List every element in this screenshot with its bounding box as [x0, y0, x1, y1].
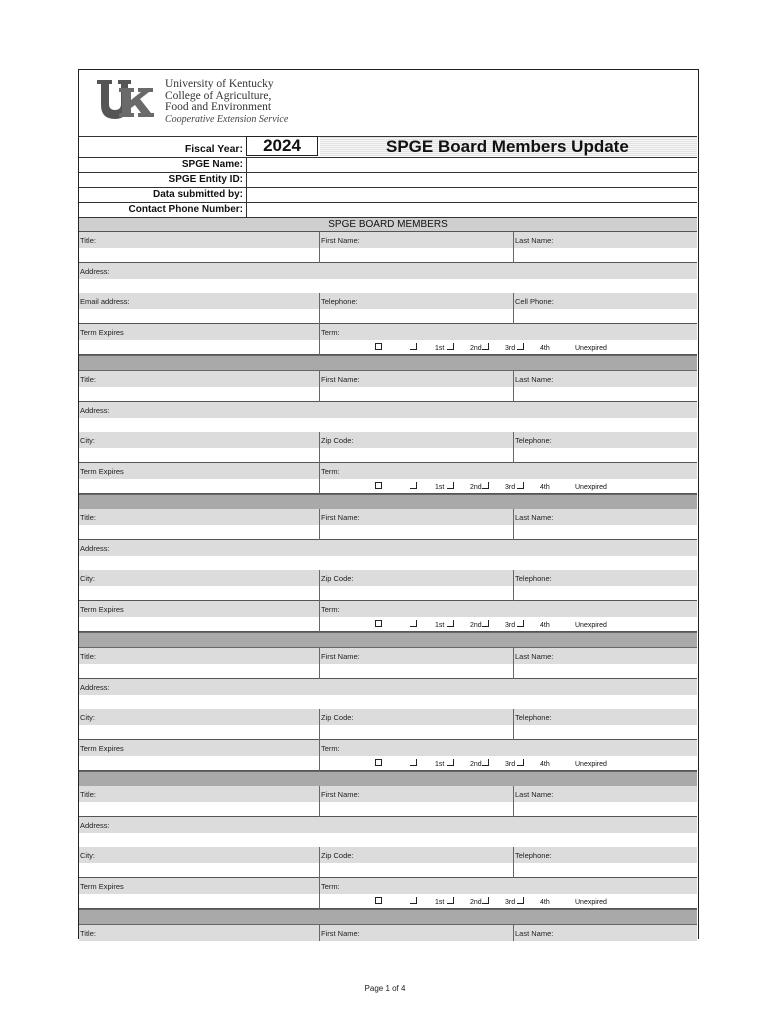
logo-wordmark [165, 79, 288, 125]
contact-row[interactable] [79, 570, 697, 601]
term-option-label: 3rd [505, 345, 516, 352]
term-checkbox[interactable] [375, 620, 382, 627]
term-checkbox[interactable] [375, 343, 382, 350]
data-submitted-by-field[interactable] [246, 188, 697, 202]
term-checkbox[interactable] [375, 759, 382, 766]
term-checkbox[interactable] [447, 343, 454, 350]
first-name-label: First Name: [321, 928, 360, 938]
title-label: Title: [80, 513, 96, 522]
term-checkbox[interactable] [517, 620, 524, 627]
term-checkbox[interactable] [517, 759, 524, 766]
address-row[interactable] [79, 263, 697, 294]
contact-phone-row [79, 202, 697, 217]
term-option-label: 2nd [470, 760, 482, 768]
uk-logo [97, 80, 155, 120]
column-divider [513, 432, 514, 463]
term-checkbox[interactable] [375, 897, 382, 904]
contact-label-1: City: [80, 574, 95, 583]
contact-label-2: Zip Code: [321, 435, 354, 445]
last-name-label: Last Name: [515, 651, 554, 661]
term-checkbox[interactable] [482, 620, 489, 627]
contact-label-1: Email address: [80, 297, 130, 306]
row-label-band [79, 509, 697, 525]
term-option-label: 1st [435, 483, 445, 491]
term-row[interactable] [79, 740, 697, 771]
row-label-band [79, 878, 697, 894]
term-checkbox[interactable] [410, 482, 417, 489]
contact-phone-label: Contact Phone Number: [128, 204, 243, 215]
address-row[interactable] [79, 679, 697, 710]
fiscal-year-row [79, 136, 697, 157]
column-divider [319, 463, 320, 494]
term-checkbox[interactable] [447, 620, 454, 627]
term-label: Term: [321, 882, 340, 891]
contact-label-3: Telephone: [515, 851, 552, 860]
contact-label-3: Telephone: [515, 574, 552, 583]
page-footer: Page 1 of 4 [364, 984, 406, 993]
column-divider [513, 293, 514, 324]
term-row[interactable] [79, 324, 697, 355]
name-row[interactable] [79, 232, 697, 263]
name-row[interactable] [79, 509, 697, 540]
contact-label-1: City: [80, 435, 95, 445]
row-label-band [79, 263, 697, 279]
spge-name-row [79, 157, 697, 172]
term-option-label: 3rd [505, 899, 516, 906]
row-label-band [79, 817, 697, 833]
last-name-label: Last Name: [515, 374, 554, 384]
spge-entity-id-label: SPGE Entity ID: [168, 174, 243, 185]
row-label-band [79, 679, 697, 695]
row-label-band [79, 786, 697, 802]
term-label: Term: [321, 466, 340, 476]
contact-label-1: City: [80, 712, 95, 722]
first-name-label: First Name: [321, 513, 360, 522]
first-name-label: First Name: [321, 236, 360, 245]
address-label: Address: [80, 682, 110, 692]
title-label: Title: [80, 651, 96, 661]
term-checkbox[interactable] [517, 482, 524, 489]
first-name-label: First Name: [321, 651, 360, 661]
logo-line-4: Cooperative Extension Service [165, 113, 289, 125]
first-name-label: First Name: [321, 374, 360, 384]
term-label: Term: [321, 743, 340, 753]
name-row[interactable] [79, 786, 697, 817]
address-label: Address: [80, 821, 110, 830]
column-divider [513, 232, 514, 263]
term-option-label: 2nd [470, 622, 482, 629]
term-expires-label: Term Expires [80, 605, 124, 614]
title-label: Title: [80, 790, 96, 799]
term-label: Term: [321, 605, 340, 614]
term-option-label: 2nd [470, 483, 482, 491]
fiscal-year-field[interactable]: 2024 [246, 136, 318, 156]
term-option-label: 2nd [470, 899, 482, 906]
term-checkbox[interactable] [517, 343, 524, 350]
contact-label-2: Telephone: [321, 297, 358, 306]
row-label-band [79, 432, 697, 448]
row-label-band [79, 293, 697, 309]
block-separator [79, 909, 697, 925]
term-expires-label: Term Expires [80, 882, 124, 891]
term-checkbox[interactable] [482, 482, 489, 489]
term-option-label: 1st [435, 899, 445, 906]
term-checkbox[interactable] [447, 897, 454, 904]
column-divider [319, 786, 320, 817]
column-divider [513, 709, 514, 740]
term-option-label: 1st [435, 345, 445, 352]
contact-label-3: Telephone: [515, 435, 552, 445]
address-label: Address: [80, 544, 110, 553]
last-name-label: Last Name: [515, 928, 554, 938]
column-divider [513, 847, 514, 878]
term-option-label: 1st [435, 622, 445, 629]
name-row[interactable] [79, 648, 697, 679]
term-checkbox[interactable] [447, 759, 454, 766]
term-label: Term: [321, 328, 340, 337]
address-row[interactable] [79, 402, 697, 433]
title-label: Title: [80, 374, 96, 384]
term-option-label: 3rd [505, 760, 516, 768]
contact-row[interactable] [79, 709, 697, 740]
term-checkbox[interactable] [410, 759, 417, 766]
row-label-band [79, 740, 697, 756]
row-label-band [79, 324, 697, 340]
spge-name-label: SPGE Name: [181, 159, 243, 170]
term-option-label: Unexpired [575, 899, 607, 906]
name-row[interactable] [79, 371, 697, 402]
spge-entity-id-field[interactable] [246, 173, 697, 187]
contact-label-2: Zip Code: [321, 712, 354, 722]
term-option-label: Unexpired [575, 483, 607, 491]
address-row[interactable] [79, 817, 697, 848]
term-checkbox[interactable] [410, 343, 417, 350]
column-divider [319, 709, 320, 740]
column-divider [319, 601, 320, 632]
block-separator [79, 771, 697, 787]
first-name-label: First Name: [321, 790, 360, 799]
term-checkbox[interactable] [482, 897, 489, 904]
row-label-band [79, 402, 697, 418]
contact-label-3: Cell Phone: [515, 297, 554, 306]
term-option-label: 2nd [470, 345, 482, 352]
term-row[interactable] [79, 463, 697, 494]
logo-line-1: University of Kentucky [165, 78, 274, 90]
row-label-band [79, 232, 697, 248]
column-divider [319, 878, 320, 909]
row-label-band [79, 925, 697, 941]
last-name-label: Last Name: [515, 790, 554, 799]
term-option-label: 3rd [505, 483, 516, 491]
term-option-label: Unexpired [575, 760, 607, 768]
last-name-label: Last Name: [515, 513, 554, 522]
term-checkbox[interactable] [482, 343, 489, 350]
contact-row[interactable] [79, 432, 697, 463]
column-divider [319, 232, 320, 263]
column-divider [319, 740, 320, 771]
row-label-band [79, 463, 697, 479]
term-checkbox[interactable] [517, 897, 524, 904]
column-divider [513, 648, 514, 679]
column-divider [513, 786, 514, 817]
address-label: Address: [80, 267, 110, 276]
address-label: Address: [80, 405, 110, 415]
term-checkbox[interactable] [410, 897, 417, 904]
column-divider [513, 925, 514, 941]
spge-name-field[interactable] [246, 158, 697, 172]
term-option-label: 4th [540, 760, 550, 768]
term-checkbox[interactable] [410, 620, 417, 627]
page-title: SPGE Board Members Update [320, 137, 697, 156]
contact-label-2: Zip Code: [321, 574, 354, 583]
column-divider [513, 371, 514, 402]
term-checkbox[interactable] [482, 759, 489, 766]
fiscal-year-label: Fiscal Year: [184, 143, 243, 155]
column-divider [319, 570, 320, 601]
term-option-label: 4th [540, 899, 550, 906]
term-option-label: Unexpired [575, 622, 607, 629]
data-submitted-by-label: Data submitted by: [152, 189, 243, 200]
term-row[interactable] [79, 601, 697, 632]
address-row[interactable] [79, 540, 697, 571]
column-divider [319, 432, 320, 463]
row-label-band [79, 709, 697, 725]
row-label-band [79, 847, 697, 863]
term-expires-label: Term Expires [80, 743, 124, 753]
column-divider [319, 371, 320, 402]
contact-label-2: Zip Code: [321, 851, 354, 860]
column-divider [319, 648, 320, 679]
block-separator [79, 632, 697, 648]
contact-row[interactable] [79, 293, 697, 324]
row-label-band [79, 540, 697, 556]
block-separator [79, 494, 697, 510]
section-title: SPGE BOARD MEMBERS [79, 217, 697, 232]
column-divider [319, 293, 320, 324]
data-submitted-by-row [79, 187, 697, 202]
term-option-label: 4th [540, 345, 550, 352]
column-divider [513, 509, 514, 540]
contact-label-3: Telephone: [515, 712, 552, 722]
term-checkbox[interactable] [447, 482, 454, 489]
row-label-band [79, 570, 697, 586]
column-divider [319, 847, 320, 878]
row-label-band [79, 371, 697, 387]
term-option-label: 3rd [505, 622, 516, 629]
logo-line-3: Food and Environment [165, 101, 272, 113]
term-option-label: 1st [435, 760, 445, 768]
contact-phone-field[interactable] [246, 203, 697, 217]
title-label: Title: [80, 236, 96, 245]
contact-row[interactable] [79, 847, 697, 878]
term-option-label: 4th [540, 622, 550, 629]
last-name-label: Last Name: [515, 236, 554, 245]
term-option-label: Unexpired [575, 345, 607, 352]
spge-entity-id-row [79, 172, 697, 187]
row-label-band [79, 601, 697, 617]
logo-area [79, 70, 697, 137]
term-option-label: 4th [540, 483, 550, 491]
column-divider [513, 570, 514, 601]
term-expires-label: Term Expires [80, 466, 124, 476]
term-expires-label: Term Expires [80, 328, 124, 337]
logo-line-2: College of Agriculture, [165, 89, 272, 102]
term-row[interactable] [79, 878, 697, 909]
board-members-form [78, 69, 699, 939]
title-label: Title: [80, 928, 96, 938]
contact-label-1: City: [80, 851, 95, 860]
block-separator [79, 355, 697, 371]
row-label-band [79, 648, 697, 664]
column-divider [319, 324, 320, 355]
column-divider [319, 925, 320, 941]
column-divider [319, 509, 320, 540]
term-checkbox[interactable] [375, 482, 382, 489]
name-row[interactable] [79, 925, 697, 941]
